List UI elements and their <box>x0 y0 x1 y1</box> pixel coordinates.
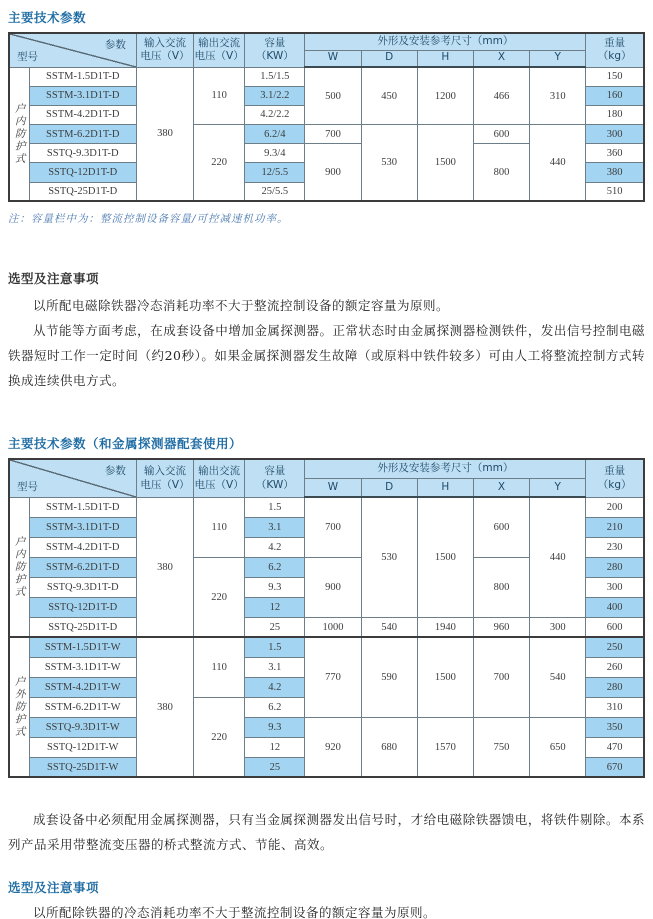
output-voltage-cell: 110 <box>194 497 245 557</box>
model-cell: SSTM-1.5D1T-D <box>29 497 136 517</box>
input-voltage-header: 输入交流 电压（V） <box>136 33 193 67</box>
table-row <box>9 67 644 86</box>
dim-cell: 1000 <box>305 617 361 637</box>
capacity-cell: 4.2 <box>245 677 305 697</box>
capacity-cell: 1.5 <box>245 637 305 657</box>
dim-cell: 650 <box>530 717 586 777</box>
page-title: 主要技术参数 <box>8 10 87 25</box>
w-header: W <box>305 50 361 67</box>
model-cell: SSTM-6.2D1T-W <box>29 697 136 717</box>
weight-cell: 280 <box>586 557 644 577</box>
model-cell: SSTQ-9.3D1T-D <box>29 144 136 163</box>
dim-cell: 800 <box>473 144 529 202</box>
capacity-cell: 12 <box>245 737 305 757</box>
capacity-cell: 3.1 <box>245 517 305 537</box>
dimensions-header: 外形及安装参考尺寸（mm） <box>305 33 586 50</box>
capacity-cell: 12/5.5 <box>245 163 305 182</box>
table-note: 注：容量栏中为：整流控制设备容量/可控减速机功率。 <box>8 213 289 226</box>
dim-cell: 450 <box>361 67 417 125</box>
weight-cell: 510 <box>586 182 644 201</box>
output-voltage-cell: 220 <box>194 557 245 637</box>
weight-header: 重量 （kg） <box>586 33 644 67</box>
output-voltage-cell: 110 <box>194 67 245 125</box>
input-voltage-cell: 380 <box>136 637 193 777</box>
dim-cell: 300 <box>530 617 586 637</box>
paragraph: 从节能等方面考虑，在成套设备中增加金属探测器。正常状态时由金属探测器检测铁件，发出信号控制电磁铁器短时工作一定时间（约20秒）。如果金属探测器发生故障（或原料中铁件较多）可由人工将整流控制方式转换成连续供电方式。 <box>8 323 645 389</box>
model-cell: SSTM-4.2D1T-D <box>29 537 136 557</box>
model-cell: SSTM-6.2D1T-D <box>29 557 136 577</box>
weight-cell: 300 <box>586 577 644 597</box>
input-voltage-cell: 380 <box>136 497 193 637</box>
weight-cell: 200 <box>586 497 644 517</box>
model-cell: SSTM-4.2D1T-D <box>29 105 136 124</box>
output-voltage-header: 输出交流 电压（V） <box>194 33 245 67</box>
model-cell: SSTQ-9.3D1T-W <box>29 717 136 737</box>
d-header: D <box>361 50 417 67</box>
param-label: 参数 <box>104 39 126 51</box>
model-cell: SSTQ-12D1T-D <box>29 163 136 182</box>
dim-cell: 1500 <box>417 637 473 717</box>
paragraph: 以所配除铁器的冷态消耗功率不大于整流控制设备的额定容量为原则。 <box>33 905 437 919</box>
output-voltage-header: 输出交流 电压（V） <box>194 459 245 497</box>
main-parameters-table <box>8 32 645 202</box>
capacity-cell: 6.2/4 <box>245 125 305 144</box>
dim-cell: 800 <box>473 557 529 617</box>
capacity-cell: 1.5/1.5 <box>245 67 305 86</box>
capacity-cell: 3.1/2.2 <box>245 86 305 105</box>
dim-cell: 1500 <box>417 125 473 202</box>
group-label: 户内防护式 <box>9 67 29 201</box>
model-cell: SSTM-6.2D1T-D <box>29 125 136 144</box>
dim-cell: 590 <box>361 637 417 717</box>
table-row <box>9 717 644 737</box>
diagonal-header-cell <box>9 33 136 67</box>
model-label: 型号 <box>17 50 38 63</box>
weight-header: 重量 （kg） <box>586 459 644 497</box>
weight-cell: 380 <box>586 163 644 182</box>
table-row <box>9 497 644 517</box>
input-voltage-cell: 380 <box>136 67 193 201</box>
dimensions-header: 外形及安装参考尺寸（mm） <box>305 459 586 478</box>
model-cell: SSTM-1.5D1T-D <box>29 67 136 86</box>
detector-parameters-table <box>8 458 645 778</box>
x-header: X <box>473 50 529 67</box>
weight-cell: 250 <box>586 637 644 657</box>
capacity-cell: 4.2 <box>245 537 305 557</box>
group-label: 户外防护式 <box>9 637 29 777</box>
model-cell: SSTQ-12D1T-D <box>29 597 136 617</box>
dim-cell: 600 <box>473 125 529 144</box>
weight-cell: 150 <box>586 67 644 86</box>
header-row <box>9 33 644 50</box>
model-cell: SSTM-3.1D1T-D <box>29 517 136 537</box>
header-row <box>9 459 644 478</box>
group-label: 户内防护式 <box>9 497 29 637</box>
section-heading: 选型及注意事项 <box>8 880 100 896</box>
y-header: Y <box>530 478 586 497</box>
dim-cell: 466 <box>473 67 529 125</box>
capacity-cell: 3.1 <box>245 657 305 677</box>
weight-cell: 300 <box>586 125 644 144</box>
weight-cell: 310 <box>586 697 644 717</box>
model-cell: SSTM-4.2D1T-W <box>29 677 136 697</box>
weight-cell: 230 <box>586 537 644 557</box>
capacity-cell: 1.5 <box>245 497 305 517</box>
weight-cell: 670 <box>586 757 644 777</box>
model-cell: SSTQ-25D1T-D <box>29 182 136 201</box>
capacity-cell: 4.2/2.2 <box>245 105 305 124</box>
output-voltage-cell: 110 <box>194 637 245 697</box>
d-header: D <box>361 478 417 497</box>
capacity-cell: 25 <box>245 757 305 777</box>
weight-cell: 400 <box>586 597 644 617</box>
dim-cell: 750 <box>473 717 529 777</box>
weight-cell: 350 <box>586 717 644 737</box>
capacity-cell: 6.2 <box>245 557 305 577</box>
dim-cell: 440 <box>530 497 586 617</box>
weight-cell: 360 <box>586 144 644 163</box>
output-voltage-cell: 220 <box>194 125 245 202</box>
capacity-cell: 9.3 <box>245 717 305 737</box>
paragraph: 以所配电磁除铁器冷态消耗功率不大于整流控制设备的额定容量为原则。 <box>33 298 450 314</box>
weight-cell: 600 <box>586 617 644 637</box>
dim-cell: 700 <box>305 125 361 144</box>
capacity-cell: 12 <box>245 597 305 617</box>
weight-cell: 160 <box>586 86 644 105</box>
model-cell: SSTQ-12D1T-W <box>29 737 136 757</box>
capacity-cell: 9.3 <box>245 577 305 597</box>
section-heading: 选型及注意事项 <box>8 271 100 287</box>
dim-cell: 540 <box>530 637 586 717</box>
table-row <box>9 617 644 637</box>
dim-cell: 960 <box>473 617 529 637</box>
model-cell: SSTM-1.5D1T-W <box>29 637 136 657</box>
model-cell: SSTQ-25D1T-W <box>29 757 136 777</box>
dim-cell: 1500 <box>417 497 473 617</box>
table-row <box>9 125 644 144</box>
weight-cell: 280 <box>586 677 644 697</box>
y-header: Y <box>530 50 586 67</box>
capacity-header: 容量 （KW） <box>245 459 305 497</box>
capacity-cell: 25/5.5 <box>245 182 305 201</box>
capacity-cell: 25 <box>245 617 305 637</box>
dim-cell: 540 <box>361 617 417 637</box>
dim-cell: 600 <box>473 497 529 557</box>
diagonal-header-cell <box>9 459 136 497</box>
param-label: 参数 <box>104 465 126 478</box>
weight-cell: 180 <box>586 105 644 124</box>
model-cell: SSTM-3.1D1T-W <box>29 657 136 677</box>
dim-cell: 770 <box>305 637 361 717</box>
dim-cell: 530 <box>361 497 417 617</box>
weight-cell: 260 <box>586 657 644 677</box>
x-header: X <box>473 478 529 497</box>
model-cell: SSTQ-25D1T-D <box>29 617 136 637</box>
page-title: 主要技术参数（和金属探测器配套使用） <box>8 436 243 452</box>
dim-cell: 700 <box>305 497 361 557</box>
input-voltage-header: 输入交流 电压（V） <box>136 459 193 497</box>
dim-cell: 680 <box>361 717 417 777</box>
dim-cell: 1940 <box>417 617 473 637</box>
dim-cell: 900 <box>305 557 361 617</box>
dim-cell: 920 <box>305 717 361 777</box>
weight-cell: 210 <box>586 517 644 537</box>
capacity-cell: 6.2 <box>245 697 305 717</box>
model-label: 型号 <box>17 480 38 493</box>
output-voltage-cell: 220 <box>194 697 245 777</box>
table-row <box>9 637 644 657</box>
dim-cell: 310 <box>530 67 586 125</box>
dim-cell: 530 <box>361 125 417 202</box>
w-header: W <box>305 478 361 497</box>
model-cell: SSTQ-9.3D1T-D <box>29 577 136 597</box>
weight-cell: 470 <box>586 737 644 757</box>
dim-cell: 440 <box>530 125 586 202</box>
model-cell: SSTM-3.1D1T-D <box>29 86 136 105</box>
dim-cell: 1570 <box>417 717 473 777</box>
dim-cell: 700 <box>473 637 529 717</box>
h-header: H <box>417 50 473 67</box>
dim-cell: 900 <box>305 144 361 202</box>
dim-cell: 1200 <box>417 67 473 125</box>
capacity-cell: 9.3/4 <box>245 144 305 163</box>
paragraph: 成套设备中必须配用金属探测器，只有当金属探测器发出信号时，才给电磁除铁器馈电，将铁件剔除。本系列产品采用带整流变压器的桥式整流方式、节能、高效。 <box>8 812 645 853</box>
h-header: H <box>417 478 473 497</box>
dim-cell: 500 <box>305 67 361 125</box>
capacity-header: 容量 （KW） <box>245 33 305 67</box>
